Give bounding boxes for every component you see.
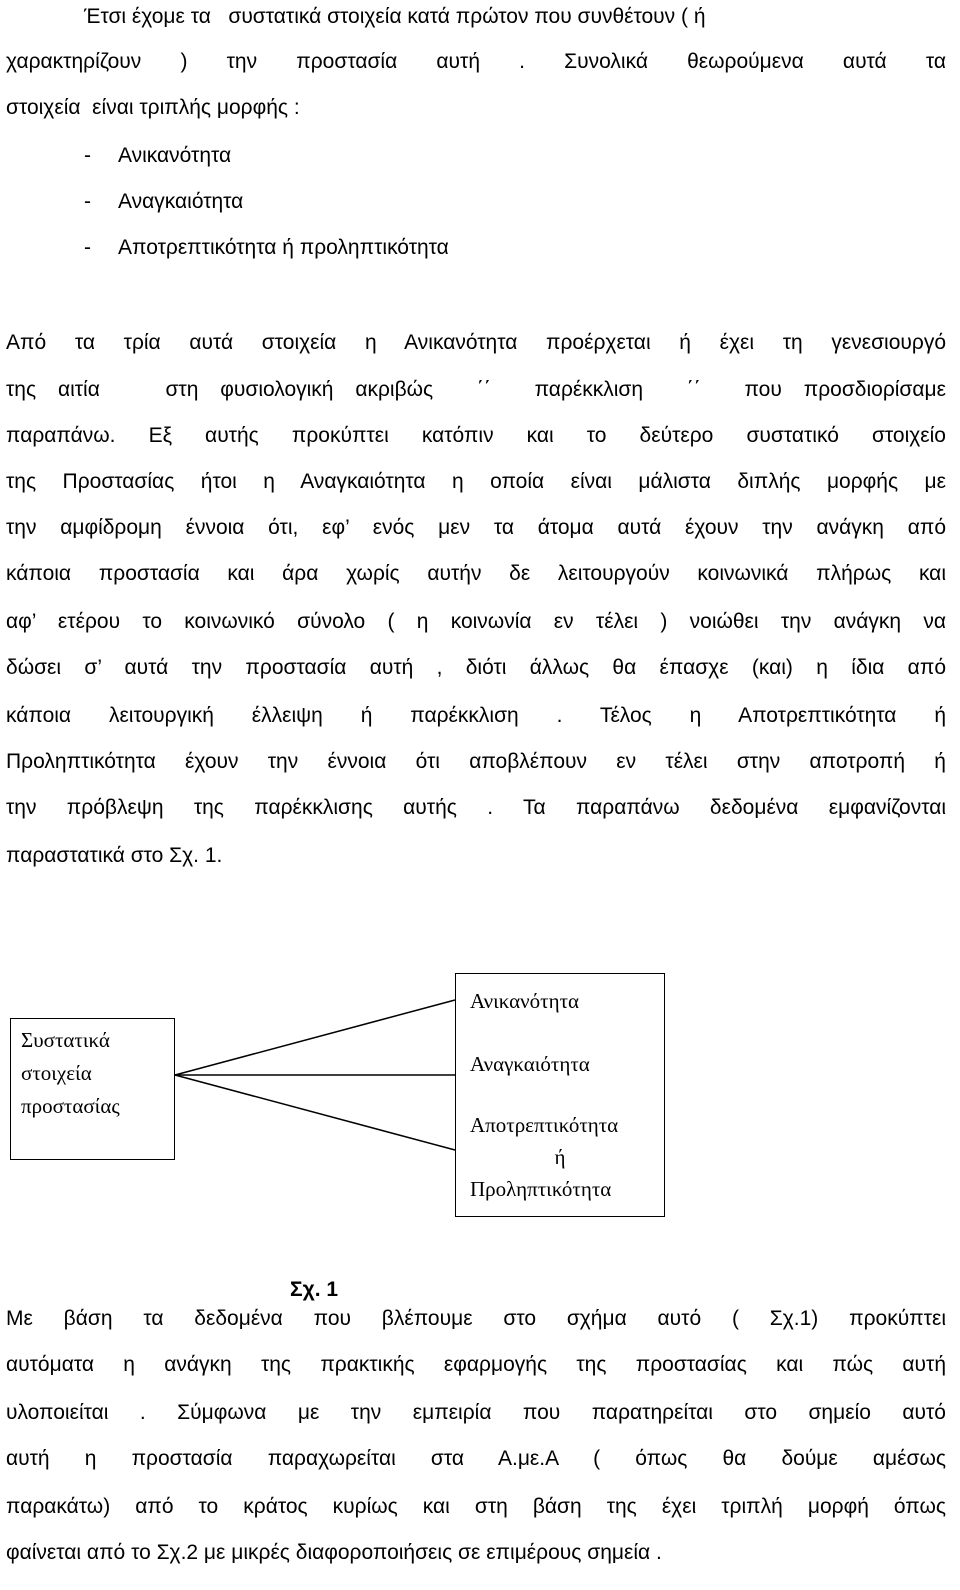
list-item-label: Αποτρεπτικότητα ή προληπτικότητα bbox=[118, 236, 449, 259]
right-box-line: Αναγκαιότητα bbox=[470, 1052, 590, 1076]
connector-line bbox=[175, 1000, 455, 1075]
list-item bbox=[84, 143, 231, 169]
left-box-line: στοιχεία bbox=[21, 1061, 92, 1085]
right-box-line: Ανικανότητα bbox=[470, 989, 580, 1013]
text-line: Από τα τρία αυτά στοιχεία η Ανικανότητα προέρχεται ή έχει τη γενεσιουργό bbox=[6, 331, 946, 354]
text-line: παραπάνω. Εξ αυτής προκύπτει κατόπιν και το δεύτερο συστατικό στοιχείο bbox=[6, 424, 946, 447]
text-line: Με βάση τα δεδομένα που βλέπουμε στο σχήμα αυτό ( Σχ.1) προκύπτει bbox=[6, 1307, 946, 1330]
list-item-label: Αναγκαιότητα bbox=[118, 190, 244, 213]
text-line: κάποια προστασία και άρα χωρίς αυτήν δε λειτουργούν κοινωνικά πλήρως και bbox=[6, 562, 946, 585]
list-item-label: Ανικανότητα bbox=[118, 144, 232, 167]
text-line: φαίνεται από το Σχ.2 με μικρές διαφοροποιήσεις σε επιμέρους σημεία . bbox=[6, 1541, 662, 1564]
text-line: παραστατικά στο Σχ. 1. bbox=[6, 844, 223, 867]
text-line: την αμφίδρομη έννοια ότι, εφ’ ενός μεν τα άτομα αυτά έχουν την ανάγκη από bbox=[6, 516, 946, 539]
text-line: στοιχεία είναι τριπλής μορφής : bbox=[6, 96, 300, 119]
text-line: αυτόματα η ανάγκη της πρακτικής εφαρμογής της προστασίας και πώς αυτή bbox=[6, 1353, 946, 1376]
text-line: την πρόβλεψη της παρέκκλισης αυτής . Τα παραπάνω δεδομένα εμφανίζονται bbox=[6, 796, 946, 819]
list-dash: - bbox=[84, 144, 91, 167]
right-box-line: ή bbox=[554, 1145, 566, 1169]
connector-line bbox=[175, 1075, 455, 1150]
right-box bbox=[455, 973, 665, 1217]
text-line: Έτσι έχομε τα συστατικά στοιχεία κατά πρώτον που συνθέτουν ( ή bbox=[84, 5, 706, 28]
left-box bbox=[10, 1018, 175, 1160]
right-box-line: Αποτρεπτικότητα bbox=[470, 1113, 619, 1137]
left-box-line: προστασίας bbox=[21, 1094, 120, 1118]
left-box-line: Συστατικά bbox=[21, 1028, 110, 1052]
text-line: αυτή η προστασία παραχωρείται στα Α.με.Α ( όπως θα δούμε αμέσως bbox=[6, 1447, 946, 1470]
list-dash: - bbox=[84, 236, 91, 259]
text-line: της Προστασίας ήτοι η Αναγκαιότητα η οποία είναι μάλιστα διπλής μορφής με bbox=[6, 470, 946, 493]
text-line: της αιτία στη φυσιολογική ακριβώς ΄΄ παρέκκλιση ΄΄ που προσδιορίσαμε bbox=[6, 378, 946, 401]
list-dash: - bbox=[84, 190, 91, 213]
figure-caption: Σχ. 1 bbox=[290, 1278, 339, 1301]
text-line: κάποια λειτουργική έλλειψη ή παρέκκλιση . Τέλος η Αποτρεπτικότητα ή bbox=[6, 704, 946, 727]
text-line: υλοποιείται . Σύμφωνα με την εμπειρία που παρατηρείται στο σημείο αυτό bbox=[6, 1401, 946, 1424]
text-line: δώσει σ’ αυτά την προστασία αυτή , διότι άλλως θα έπασχε (και) η ίδια από bbox=[6, 656, 946, 679]
text-line: Προληπτικότητα έχουν την έννοια ότι αποβλέπουν εν τέλει στην αποτροπή ή bbox=[6, 750, 946, 773]
text-line: αφ’ ετέρου το κοινωνικό σύνολο ( η κοινωνία εν τέλει ) νοιώθει την ανάγκη να bbox=[6, 610, 946, 633]
text-line: παρακάτω) από το κράτος κυρίως και στη βάση της έχει τριπλή μορφή όπως bbox=[6, 1495, 946, 1518]
list-item bbox=[84, 235, 449, 261]
right-box-line: Προληπτικότητα bbox=[470, 1177, 612, 1201]
list-item bbox=[84, 189, 243, 215]
text-line: χαρακτηρίζουν ) την προστασία αυτή . Συνολικά θεωρούμενα αυτά τα bbox=[6, 50, 946, 73]
